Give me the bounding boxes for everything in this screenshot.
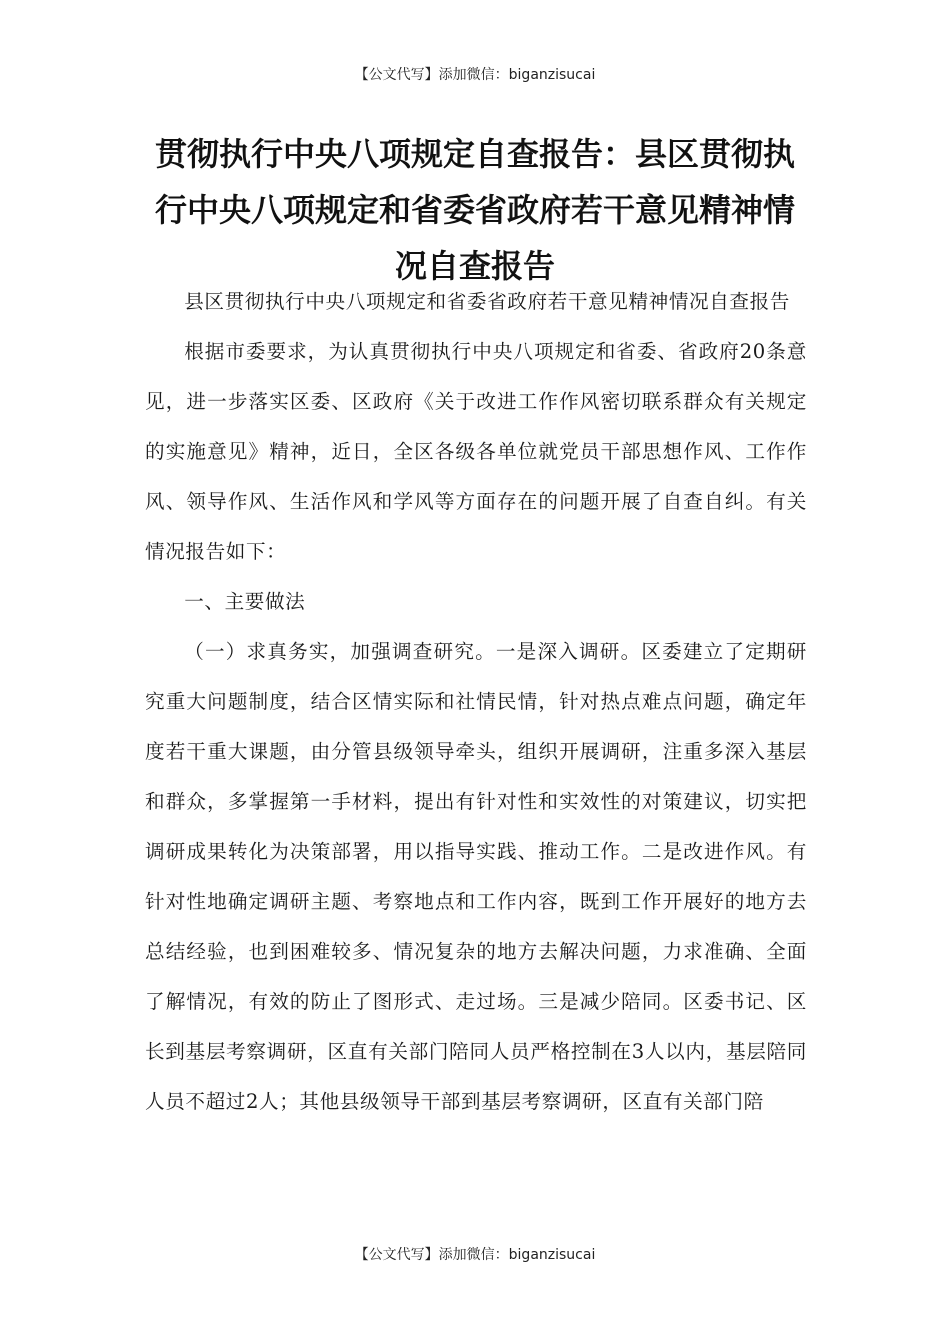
paragraph-intro: 根据市委要求，为认真贯彻执行中央八项规定和省委、省政府20条意见，进一步落实区委、区政府《关于改进工作作风密切联系群众有关规定的实施意见》精神，近日，全区各级各单位就党员干部思想作风、工作作风、领导作风、生活作风和学风等方面存在的问题开展了自查自纠。有关情况报告如下： <box>145 340 807 563</box>
paragraph-subtitle: 县区贯彻执行中央八项规定和省委省政府若干意见精神情况自查报告 <box>184 290 790 313</box>
page-footer-watermark: 【公文代写】添加微信：biganzisucai <box>354 1247 596 1263</box>
page-header-watermark: 【公文代写】添加微信：biganzisucai <box>354 67 596 83</box>
document-body <box>145 277 807 1127</box>
document-title: 贯彻执行中央八项规定自查报告：县区贯彻执行中央八项规定和省委省政府若干意见精神情况自查报告 <box>154 135 795 285</box>
paragraph-section-1: （一）求真务实，加强调查研究。一是深入调研。区委建立了定期研究重大问题制度，结合区情实际和社情民情，针对热点难点问题，确定年度若干重大课题，由分管县级领导牵头，组织开展调研，注重多深入基层和群众，多掌握第一手材料，提出有针对性和实效性的对策建议，切实把调研成果转化为决策部署，用以指导实践、推动工作。二是改进作风。有针对性地确定调研主题、考察地点和工作内容，既到工作开展好的地方去总结经验，也到困难较多、情况复杂的地方去解决问题，力求准确、全面了解情况，有效的防止了图形式、走过场。三是减少陪同。区委书记、区长到基层考察调研，区直有关部门陪同人员严格控制在3人以内，基层陪同人员不超过2人；其他县级领导干部到基层考察调研，区直有关部门陪 <box>145 640 807 1113</box>
section-heading-main-practices: 一、主要做法 <box>184 590 306 613</box>
